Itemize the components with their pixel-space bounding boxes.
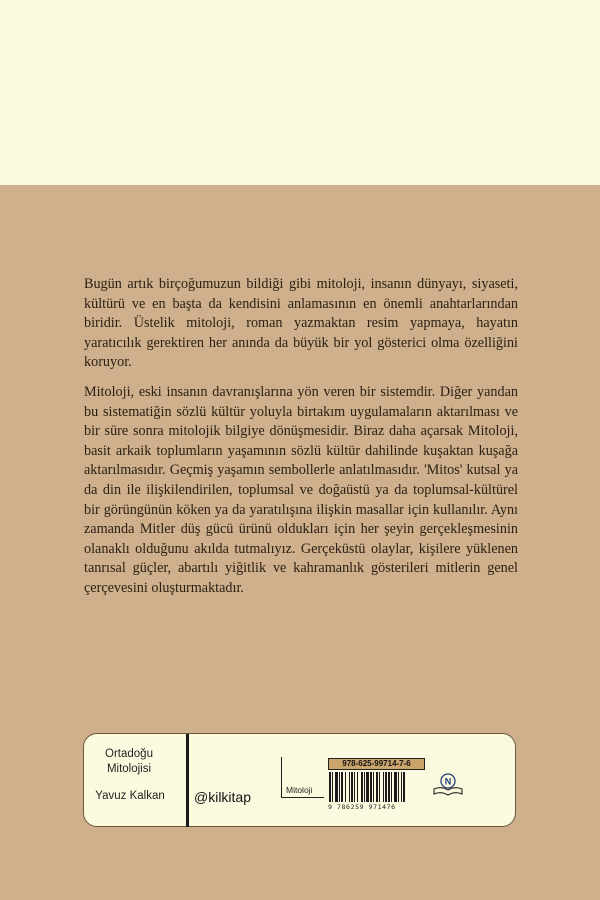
book-title-line-2: Mitolojisi (106, 763, 152, 775)
publisher-logo-letter: N (444, 776, 452, 787)
publisher-book-logo-icon (432, 773, 464, 797)
barcode-digits: 9 786259 971476 (328, 803, 396, 811)
blurb-paragraph-1: Bugün artık birçoğumuzun bildiği gibi mitoloji, insanın dünyayı, siyaseti, kültürü ve en başta da kendisini anlamasının en önemli anahtarlarından biridir. Üstelik mitoloji, roman yazmaktan resim yapmaya, hayatın yaratıcılık gerektiren her anında da büyük bir yol gösterici olma özelliğini koruyor. (84, 276, 518, 371)
book-title-line-1: Ortadoğu (105, 748, 153, 760)
blurb-paragraph-2: Mitoloji, eski insanın davranışlarına yön veren bir sistemdir. Diğer yandan bu sistematiğin sözlü kültür yoluyla birtakım uygulamaların aktarılması ve bir süre sonra mitolojik bilgiye dönüşmesidir. Biraz daha açarsak Mitoloji, basit arkaik toplumların yaşamının sözlü kültür dahilinde kuşaktan kuşağa aktarılmasıdır. Geçmiş yaşamın sembollerle anlatılmasıdır. 'Mitos' kutsal ya da din ile ilişkilendirilen, toplumsal ve doğaüstü ya da toplumsal-kültürel bir görüngünün köken ya da yaratılışına ilişkin masallar için kullanılır. Aynı zamanda Mitler düş gücü ürünü oldukları için her şeyin gerçekleşmesinin olanaklı olduğunu akılda tutmalıyız. Gerçeküstü olaylar, kişilere yüklenen tanrısal güçler, abartılı yiğitlik ve kahramanlık gösterileri mitlerin genel çerçevesini oluşturmaktadır. (84, 383, 518, 596)
book-info-box (83, 733, 516, 827)
category-label: Mitoloji (286, 785, 313, 795)
barcode-icon (328, 772, 425, 802)
separator-rule (186, 734, 189, 827)
barcode-block (328, 758, 425, 811)
author-name: Yavuz Kalkan (95, 790, 165, 802)
book-title (92, 747, 166, 777)
top-cream-band (0, 0, 600, 185)
isbn-label: 978-625-99714-7-6 (328, 758, 425, 770)
back-cover-blurb (84, 275, 518, 609)
publisher-handle: @kilkitap (194, 789, 252, 805)
